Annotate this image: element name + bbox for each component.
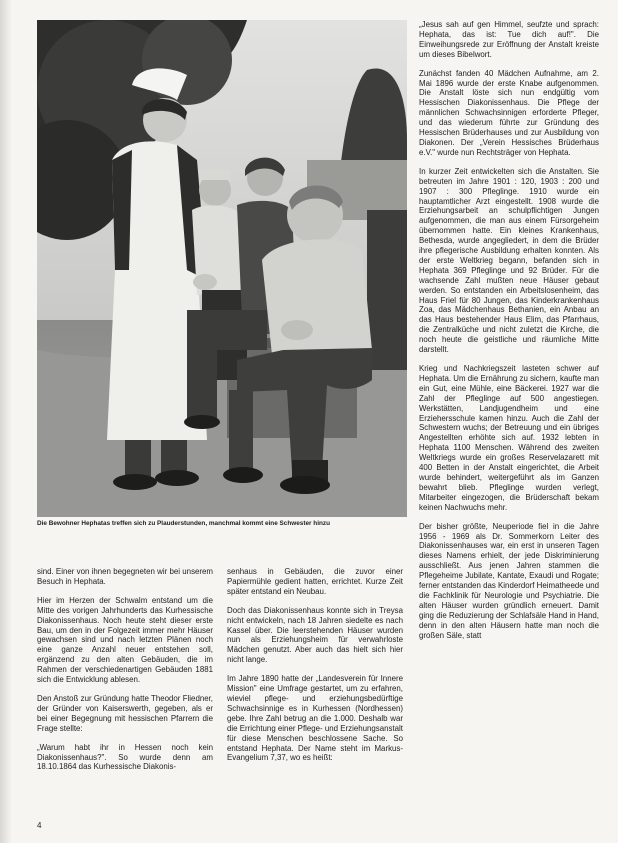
paragraph: „Warum habt ihr in Hessen noch kein Diakonissenhaus?". So wurde denn am 18.10.1864 das Kurhessische Diakonis-: [37, 742, 213, 772]
paragraph: In kurzer Zeit entwickelten sich die Anstalten. Sie betreuten im Jahre 1901 : 120, 1903 : 200 und 1907 : 300 Pfleglinge. 1910 wurde ein hauptamtlicher Arzt eingestellt. 1908 wurde die Erziehungsarbeit an schulpflichtigen Jungen aufgenommen, die man aus einem Fürsorgeheim übernommen hatte. Ein kleines Krankenhaus, Bethesda, wurde angegliedert, in dem die Brüder ihre pflegerische Ausbildung erhalten konnten. Als der erste Weltkrieg begann, befanden sich in Hephata 369 Pfleglinge und 92 Brüder. Für die wachsende Zahl mußten neue Häuser gebaut werden. So entstanden ein Arbeitslosenheim, das Haus Friel für 80 Jungen, das Kinderkrankenhaus Zoa, das Mädchenhaus Bethanien, ein Anbau an das Haus bestehender Haus Elim, das Pfarrhaus, die Zentralküche und nicht zuletzt die Kirche, die noch heute die geistliche und räumliche Mitte darstellt.: [419, 166, 599, 355]
paragraph: Der bisher größte, Neuperiode fiel in die Jahre 1956 - 1969 als Dr. Sommerkorn Leiter des Diakonissenhauses war, ein erst in unseren Tagen dieses Namens erhielt, der jede Diskriminierung ausschließt. Aus jenen Jahren stammen die Pflegeheime Jubilate, Kantate, Exaudi und Rogate; ferner entstanden das Kinderdorf Heimatheede und die Fachklinik für Neurologie und Psychiatrie. Die alten Häuser wurden gründlich erneuert. Damit ging die Reduzierung der Schlafsäle Hand in Hand, denn in den alten Häusern hatte man noch die großen Säle, statt: [419, 521, 599, 640]
paragraph: Hier im Herzen der Schwalm entstand um die Mitte des vorigen Jahrhunderts das Kurhessische Diakonissenhaus. Noch heute steht dieser erste Bau, um den in der Folgezeit immer mehr Häuser gewachsen sind und nach letzten Plänen noch eine ganze Anzahl neuer entstehen soll, ergänzend zu den alten Gebäuden, die im Rahmen der verschiedenartigen Gebäuden 1881 sich die Entwicklung ablesen.: [37, 595, 213, 685]
text-column-1: [37, 567, 213, 781]
paragraph: Im Jahre 1890 hatte der „Landesverein für Innere Mission" eine Umfrage gestartet, um zu erfahren, wieviel pflege- und erziehungsbedürftige Schwachsinnige es in Kurhessen (Nordhessen) gebe. Ihre Zahl betrug an die 1.000. Deshalb war die Errichtung einer Pflege- und Erziehungsanstalt für diese Menschen beschlossene Sache. So entstand Hephata. Der Name steht im Markus-Evangelium 7,37, wo es heißt:: [227, 674, 403, 763]
page-number: 4: [37, 821, 42, 830]
paragraph: senhaus in Gebäuden, die zuvor einer Papiermühle gedient hatten, errichtet. Kurze Zeit später entstand ein Neubau.: [227, 567, 403, 596]
text-column-3: [419, 20, 599, 649]
paragraph: Den Anstoß zur Gründung hatte Theodor Fliedner, der Gründer von Kaiserswerth, gegeben, als er bei einer Begegnung mit hessischen Pfarrern die Frage stellte:: [37, 693, 213, 733]
photo-illustration: [37, 20, 407, 517]
photo-caption: Die Bewohner Hephatas treffen sich zu Plauderstunden, manchmal kommt eine Schwester hinzu: [37, 520, 330, 527]
paragraph: sind. Einer von ihnen begegneten wir bei unserem Besuch in Hephata.: [37, 567, 213, 586]
page-edge-shadow: [0, 0, 12, 843]
paragraph: Doch das Diakonissenhaus konnte sich in Treysa nicht entwickeln, nach 18 Jahren siedelte es nach Kassel über. Die leerstehenden Häuser wurden nun als Erziehungsheim für verwahrloste Mädchen genutzt. Aber auch das hielt sich hier nicht lange.: [227, 605, 403, 665]
paragraph: „Jesus sah auf gen Himmel, seufzte und sprach: Hephata, das ist: Tue dich auf!". Die Einweihungsrede zur Eröffnung der Anstalt kreiste um dieses Bibelwort.: [419, 20, 599, 59]
paragraph: Zunächst fanden 40 Mädchen Aufnahme, am 2. Mai 1896 wurde der erste Knabe aufgenommen. Die Anstalt löste sich nun endgültig vom Hessischen Diakonissenhaus. Die Pflege der männlichen Schwachsinnigen erforderte Pfleger, und das wiederum führte zur Gründung des Hessischen Brüderhauses und zur Ausbildung von Diakonen. Der „Verein Hessisches Brüderhaus e.V." wurde nun Rechtsträger von Hephata.: [419, 68, 599, 157]
photo-residents-with-nurse: [37, 20, 407, 517]
text-column-2: [227, 567, 403, 772]
paragraph: Krieg und Nachkriegszeit lasteten schwer auf Hephata. Um die Ernährung zu sichern, kaufte man ein Gut, eine Mühle, eine Bäckerei. 1927 war die Zahl der Pfleglinge auf 500 angestiegen. Werkstätten, Landjugendheim und eine Erziehersschule kamen hinzu. Auch die Zahl der Schwestern wuchs; der Betreuung und ein übriges Angestellten erhöhte sich auf. 1932 lebten in Hephata 1100 Menschen. Während des zweiten Weltkriegs wurde ein großes Reservelazarett mit 400 Betten in der Anstalt eingerichtet, die Arbeit wurde behindert, weitergeführt als im Ganzen bewahrt blieb. Pfleglinge wurden verlegt, Mitarbeiter eingezogen, die Brüderschaft bekam keinen Nachwuchs mehr.: [419, 364, 599, 512]
